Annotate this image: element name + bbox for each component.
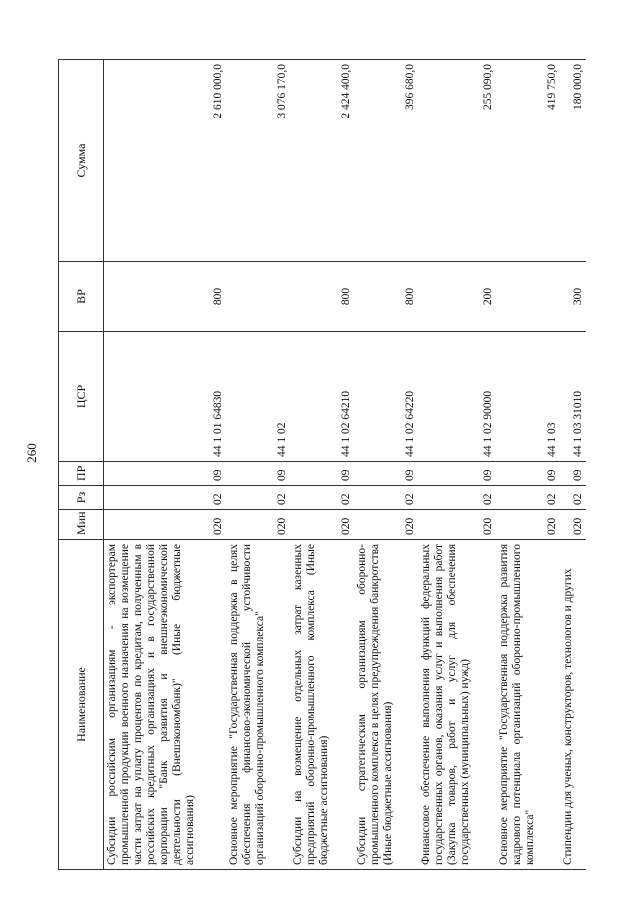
row-name: Субсидии на возмещение отдельных затрат казенных предприятий оборонно-промышленного комплекса (Иные бюджетные ассигнования) <box>290 540 354 870</box>
row-csr: 44 1 02 64210 <box>290 332 354 462</box>
row-min: 020 <box>290 510 354 540</box>
row-pr: 09 <box>560 462 586 486</box>
row-sum: 180 000,0 <box>560 60 586 262</box>
row-csr: 44 1 02 64220 <box>354 332 418 462</box>
row-vr <box>496 262 560 332</box>
row-pr: 09 <box>226 462 290 486</box>
row-pr: 09 <box>496 462 560 486</box>
header-name: Наименование <box>59 540 104 870</box>
table-row <box>496 60 560 870</box>
table-row <box>560 60 586 870</box>
row-name: Основное мероприятие "Государственная поддержка в целях обеспечения финансово-экономической устойчивости организаций оборонно-промышленного комплекса" <box>226 540 290 870</box>
header-csr: ЦСР <box>59 332 104 462</box>
budget-table <box>58 59 586 870</box>
header-min: Мин <box>59 510 104 540</box>
row-csr: 44 1 02 <box>226 332 290 462</box>
header-pr: ПР <box>59 462 104 486</box>
row-rz: 02 <box>560 486 586 510</box>
row-csr: 44 1 02 90000 <box>418 332 496 462</box>
row-sum: 255 090,0 <box>418 60 496 262</box>
row-pr: 09 <box>354 462 418 486</box>
row-sum: 2 610 000,0 <box>104 60 227 262</box>
table-row <box>104 60 227 870</box>
row-sum: 3 076 170,0 <box>226 60 290 262</box>
row-name: Финансовое обеспечение выполнения функций федеральных государственных органов, оказания услуг и выполнения работ (Закупка товаров, работ и услуг для обеспечения государственных (муниципальных) нужд) <box>418 540 496 870</box>
row-vr: 800 <box>354 262 418 332</box>
row-sum: 2 424 400,0 <box>290 60 354 262</box>
row-min: 020 <box>496 510 560 540</box>
row-min: 020 <box>560 510 586 540</box>
row-rz: 02 <box>226 486 290 510</box>
row-min: 020 <box>104 510 227 540</box>
row-rz: 02 <box>496 486 560 510</box>
page-number: 260 <box>23 443 39 463</box>
row-vr: 300 <box>560 262 586 332</box>
row-vr: 800 <box>104 262 227 332</box>
row-pr: 09 <box>104 462 227 486</box>
row-min: 020 <box>418 510 496 540</box>
row-rz: 02 <box>354 486 418 510</box>
row-min: 020 <box>354 510 418 540</box>
row-vr: 200 <box>418 262 496 332</box>
row-sum: 396 680,0 <box>354 60 418 262</box>
header-sum: Сумма <box>59 60 104 262</box>
table-row <box>226 60 290 870</box>
header-rz: Рз <box>59 486 104 510</box>
table-row <box>290 60 354 870</box>
row-csr: 44 1 03 31010 <box>560 332 586 462</box>
rotated-table-container <box>58 60 593 870</box>
table-row <box>418 60 496 870</box>
row-rz: 02 <box>290 486 354 510</box>
row-vr <box>226 262 290 332</box>
row-name: Субсидии стратегическим организациям оборонно-промышленного комплекса в целях предупреждения банкротства (Иные бюджетные ассигнования) <box>354 540 418 870</box>
row-min: 020 <box>226 510 290 540</box>
row-name: Стипендии для ученых, конструкторов, технологов и других <box>560 540 586 870</box>
header-vr: ВР <box>59 262 104 332</box>
row-vr: 800 <box>290 262 354 332</box>
row-csr: 44 1 03 <box>496 332 560 462</box>
row-rz: 02 <box>104 486 227 510</box>
row-pr: 09 <box>290 462 354 486</box>
table-row <box>354 60 418 870</box>
row-pr: 09 <box>418 462 496 486</box>
row-rz: 02 <box>418 486 496 510</box>
row-name: Основное мероприятие "Государственная поддержка развития кадрового потенциала организаций оборонно-промышленного комплекса" <box>496 540 560 870</box>
row-sum: 419 750,0 <box>496 60 560 262</box>
row-name: Субсидии российским организациям - экспортерам промышленной продукции военного назначения на возмещение части затрат на уплату процентов по кредитам, полученным в российских кредитных организациях и в государственной корпорации "Банк развития и внешнеэкономической деятельности (Внешэкономбанк)" (Иные бюджетные ассигнования) <box>104 540 227 870</box>
row-csr: 44 1 01 64830 <box>104 332 227 462</box>
